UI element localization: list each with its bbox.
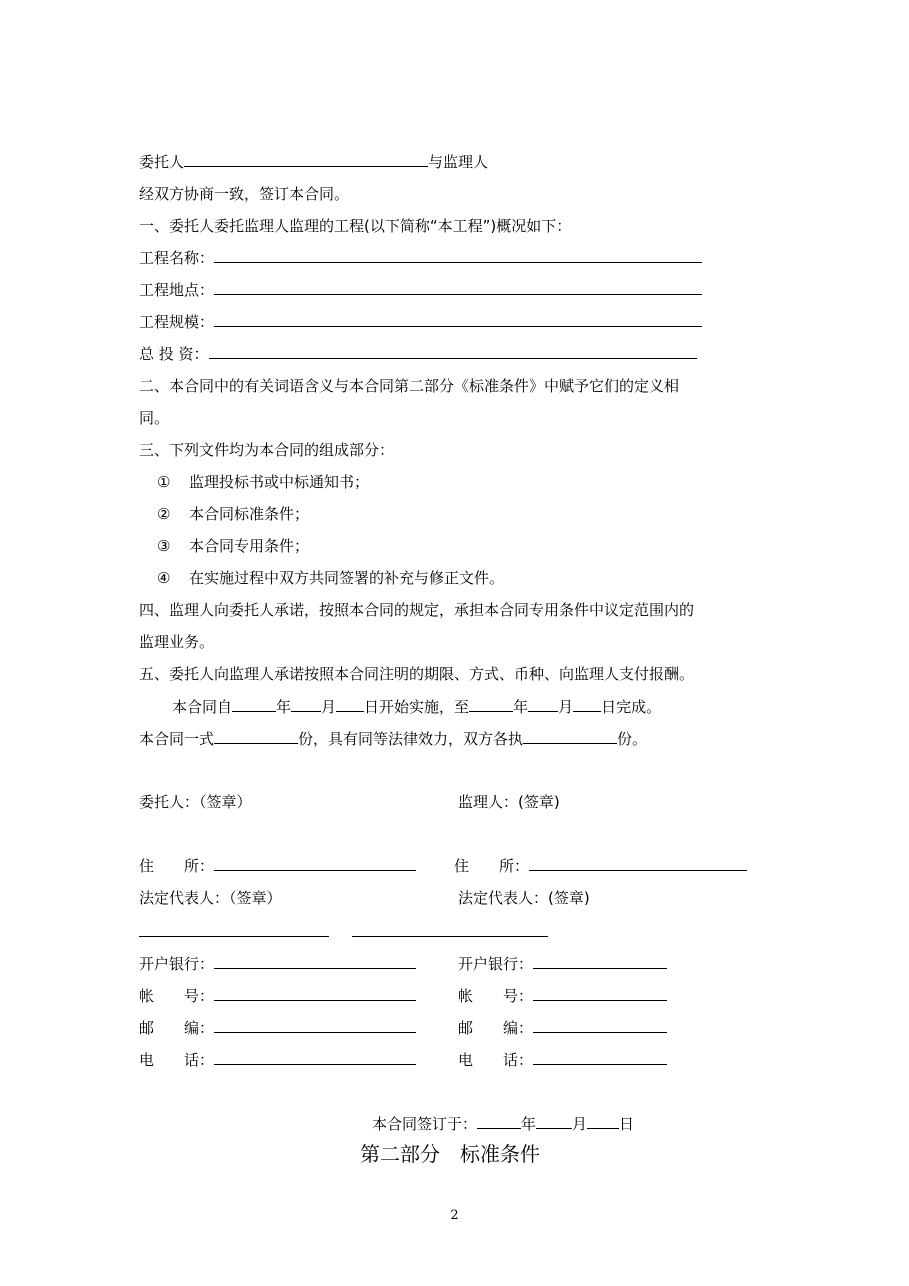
clause-one: 一、委托人委托监理人监理的工程(以下简称“本工程”)概况如下： bbox=[139, 217, 572, 235]
client-phone-line bbox=[139, 1050, 416, 1070]
month-label: 月 bbox=[321, 698, 337, 716]
client-label: 委托人 bbox=[139, 153, 185, 171]
bank-label: 开户银行： bbox=[139, 955, 215, 973]
copies-text: 份，具有同等法律效力，双方各执 bbox=[298, 730, 524, 748]
doc-item-2 bbox=[157, 504, 309, 524]
project-scale-line bbox=[139, 312, 702, 332]
project-location-label: 工程地点： bbox=[139, 281, 215, 299]
supervisor-bank-line bbox=[458, 954, 667, 974]
sign-day-blank bbox=[587, 1114, 619, 1129]
client-blank bbox=[184, 152, 428, 167]
sign-month-blank bbox=[536, 1114, 572, 1129]
supervisor-legal-rep-label: 法定代表人：(签章) bbox=[458, 889, 590, 907]
client-signature-label: 委托人：（签章） bbox=[139, 793, 252, 811]
supervisor-phone-blank bbox=[533, 1050, 667, 1065]
start-label: 日开始实施，至 bbox=[364, 698, 470, 716]
clause-two-cont: 同。 bbox=[139, 409, 170, 427]
project-location-line bbox=[139, 280, 702, 300]
project-name-blank bbox=[214, 248, 702, 263]
copies-label: 本合同一式 bbox=[139, 730, 215, 748]
end-label: 日完成。 bbox=[601, 698, 662, 716]
doc-item-4 bbox=[157, 568, 504, 588]
client-address-line bbox=[139, 856, 416, 876]
bank-label: 开户银行： bbox=[458, 955, 534, 973]
part-two-title: 第二部分 标准条件 bbox=[360, 1142, 540, 1166]
start-year-blank bbox=[232, 697, 276, 712]
postcode-label: 邮 编： bbox=[139, 1019, 215, 1037]
supervisor-account-line bbox=[458, 986, 667, 1006]
address-label: 住 所： bbox=[454, 857, 530, 875]
doc-item-number: ② bbox=[157, 505, 171, 523]
copies-each-blank bbox=[523, 729, 617, 744]
client-address-blank bbox=[214, 856, 416, 871]
end-month-blank bbox=[528, 697, 558, 712]
supervisor-label: 与监理人 bbox=[428, 153, 489, 171]
clause-four: 四、监理人向委托人承诺，按照本合同的规定，承担本合同专用条件中议定范围内的 bbox=[139, 601, 695, 619]
start-month-blank bbox=[291, 697, 321, 712]
doc-item-text: 本合同专用条件； bbox=[189, 537, 310, 555]
address-label: 住 所： bbox=[139, 857, 215, 875]
year-label: 年 bbox=[513, 698, 529, 716]
phone-label: 电 话： bbox=[458, 1051, 534, 1069]
supervisor-postcode-blank bbox=[533, 1018, 667, 1033]
doc-item-number: ① bbox=[157, 473, 171, 491]
end-year-blank bbox=[469, 697, 513, 712]
project-scale-label: 工程规模： bbox=[139, 313, 215, 331]
period-label: 本合同自 bbox=[172, 698, 233, 716]
client-account-blank bbox=[214, 986, 416, 1001]
total-investment-line bbox=[139, 344, 697, 364]
clause-five: 五、委托人向监理人承诺按照本合同注明的期限、方式、币种、向监理人支付报酬。 bbox=[139, 665, 695, 683]
client-bank-blank bbox=[214, 954, 416, 969]
supervisor-postcode-line bbox=[458, 1018, 667, 1038]
doc-item-1 bbox=[157, 472, 369, 492]
start-day-blank bbox=[336, 697, 364, 712]
supervisor-account-blank bbox=[533, 986, 667, 1001]
copies-line bbox=[139, 729, 647, 749]
doc-item-number: ④ bbox=[157, 569, 171, 587]
doc-item-number: ③ bbox=[157, 537, 171, 555]
client-postcode-blank bbox=[214, 1018, 416, 1033]
supervisor-legal-rep-signature-line bbox=[352, 936, 548, 937]
supervisor-address-blank bbox=[529, 856, 747, 871]
total-investment-label: 总 投 资： bbox=[139, 345, 209, 363]
year-label: 年 bbox=[276, 698, 292, 716]
phone-label: 电 话： bbox=[139, 1051, 215, 1069]
year-label: 年 bbox=[521, 1115, 537, 1133]
supervisor-phone-line bbox=[458, 1050, 667, 1070]
period-line bbox=[172, 697, 661, 717]
doc-item-text: 在实施过程中双方共同签署的补充与修正文件。 bbox=[189, 569, 505, 587]
supervisor-bank-blank bbox=[533, 954, 667, 969]
supervisor-signature-label: 监理人：(签章) bbox=[458, 793, 560, 811]
client-phone-blank bbox=[214, 1050, 416, 1065]
clause-two: 二、本合同中的有关词语含义与本合同第二部分《标准条件》中赋予它们的定义相 bbox=[139, 377, 680, 395]
agreement-line: 经双方协商一致，签订本合同。 bbox=[139, 185, 350, 203]
doc-item-3 bbox=[157, 536, 309, 556]
clause-four-cont: 监理业务。 bbox=[139, 633, 215, 651]
client-postcode-line bbox=[139, 1018, 416, 1038]
copies-total-blank bbox=[214, 729, 298, 744]
project-scale-blank bbox=[214, 312, 702, 327]
project-name-line bbox=[139, 248, 702, 268]
copies-end: 份。 bbox=[617, 730, 648, 748]
doc-item-text: 监理投标书或中标通知书； bbox=[189, 473, 370, 491]
client-bank-line bbox=[139, 954, 416, 974]
parties-line bbox=[139, 152, 488, 172]
client-legal-rep-signature-line bbox=[139, 936, 329, 937]
clause-three: 三、下列文件均为本合同的组成部分： bbox=[139, 441, 395, 459]
page-number: 2 bbox=[450, 1208, 459, 1223]
doc-item-text: 本合同标准条件； bbox=[189, 505, 310, 523]
account-label: 帐 号： bbox=[139, 987, 215, 1005]
account-label: 帐 号： bbox=[458, 987, 534, 1005]
end-day-blank bbox=[573, 697, 601, 712]
sign-year-blank bbox=[477, 1114, 521, 1129]
client-account-line bbox=[139, 986, 416, 1006]
signing-date-label: 本合同签订于： bbox=[372, 1115, 478, 1133]
month-label: 月 bbox=[572, 1115, 588, 1133]
total-investment-blank bbox=[209, 344, 697, 359]
postcode-label: 邮 编： bbox=[458, 1019, 534, 1037]
client-legal-rep-label: 法定代表人：（签章） bbox=[139, 889, 282, 907]
supervisor-address-line bbox=[454, 856, 747, 876]
day-label: 日 bbox=[619, 1115, 635, 1133]
month-label: 月 bbox=[558, 698, 574, 716]
project-location-blank bbox=[214, 280, 702, 295]
project-name-label: 工程名称： bbox=[139, 249, 215, 267]
signing-date-line bbox=[372, 1114, 634, 1134]
